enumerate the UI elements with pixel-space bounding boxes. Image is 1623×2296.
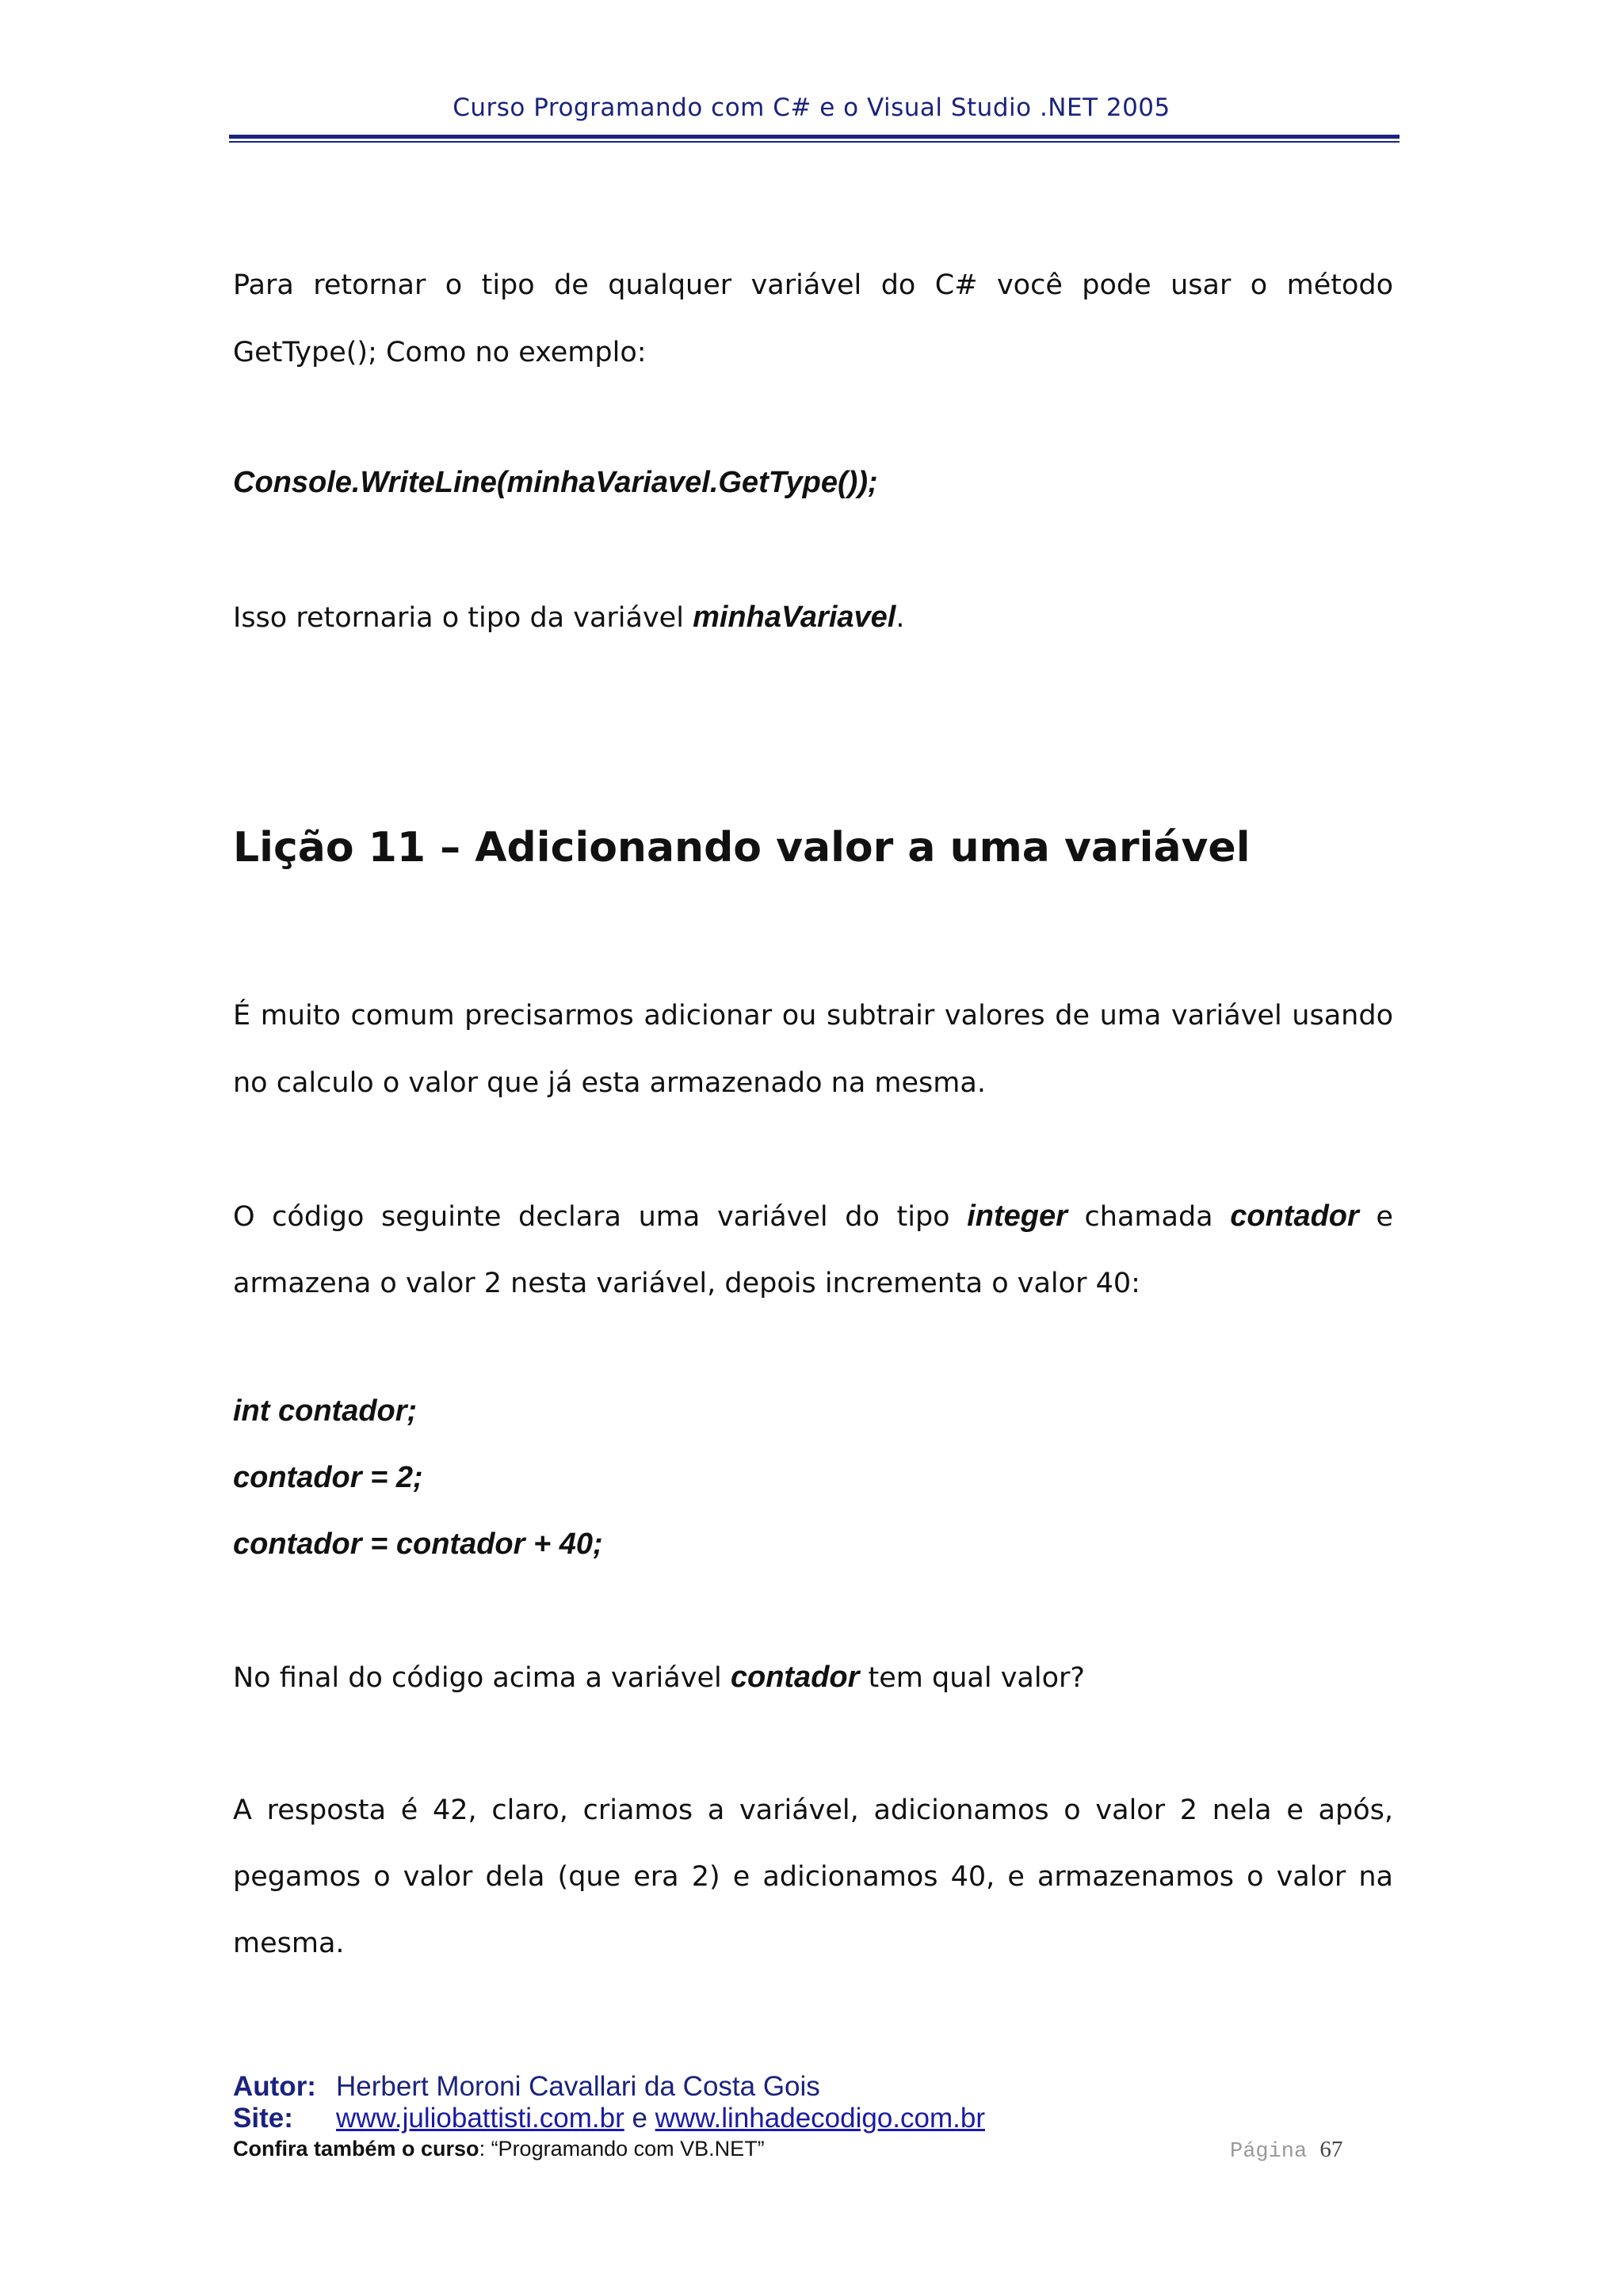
footer-site-link-juliobattisti[interactable]: www.juliobattisti.com.br bbox=[336, 2103, 624, 2134]
intro-result-variable: minhaVariavel bbox=[693, 601, 896, 634]
lesson-question-variable: contador bbox=[730, 1661, 860, 1694]
footer-author-label: Autor: bbox=[233, 2071, 316, 2102]
lesson-p2-type: integer bbox=[967, 1199, 1067, 1233]
intro-result-text: Isso retornaria o tipo da variável bbox=[233, 602, 693, 634]
footer-site-label: Site: bbox=[233, 2103, 293, 2134]
lesson-question bbox=[233, 1644, 1393, 1711]
code-line-2: contador = 2; bbox=[233, 1461, 423, 1494]
intro-paragraph-line2: GetType(); Como no exemplo: bbox=[233, 337, 647, 368]
lesson-answer-line3: mesma. bbox=[233, 1928, 345, 1959]
footer-also-value: : “Programando com VB.NET” bbox=[479, 2137, 765, 2161]
footer-also bbox=[233, 2137, 765, 2161]
footer-author bbox=[233, 2071, 820, 2103]
page-number-label: Página bbox=[1230, 2140, 1308, 2164]
lesson-p2-line1 bbox=[233, 1183, 1393, 1250]
lesson-heading: Lição 11 – Adicionando valor a uma variável bbox=[233, 824, 1251, 871]
lesson-p1-line2: no calculo o valor que já esta armazenado na mesma. bbox=[233, 1067, 986, 1099]
intro-result bbox=[233, 584, 1393, 651]
footer-site bbox=[233, 2103, 985, 2134]
code-line-3: contador = contador + 40; bbox=[233, 1527, 603, 1561]
lesson-p2-line2: armazena o valor 2 nesta variável, depois incrementa o valor 40: bbox=[233, 1268, 1140, 1299]
intro-paragraph-line1: Para retornar o tipo de qualquer variável do C# você pode usar o método bbox=[233, 269, 1393, 301]
lesson-answer-line1: A resposta é 42, claro, criamos a variável, adicionamos o valor 2 nela e após, bbox=[233, 1794, 1393, 1826]
lesson-p1-line1: É muito comum precisarmos adicionar ou subtrair valores de uma variável usando bbox=[233, 1000, 1393, 1032]
code-line-1: int contador; bbox=[233, 1394, 418, 1428]
lesson-p2-text-b: chamada bbox=[1067, 1201, 1231, 1233]
header-rule-thin bbox=[229, 141, 1400, 143]
page-number bbox=[1230, 2137, 1342, 2164]
lesson-answer-line2: pegamos o valor dela (que era 2) e adicionamos 40, e armazenamos o valor na bbox=[233, 1861, 1393, 1893]
lesson-p2-name: contador bbox=[1230, 1199, 1359, 1233]
header-rule-thick bbox=[229, 135, 1400, 139]
lesson-p2-text-c: e bbox=[1358, 1201, 1393, 1233]
lesson-question-text-a: No final do código acima a variável bbox=[233, 1662, 731, 1694]
footer-also-label: Confira também o curso bbox=[233, 2137, 479, 2161]
page-number-value: 67 bbox=[1319, 2137, 1343, 2162]
footer-author-value: Herbert Moroni Cavallari da Costa Gois bbox=[336, 2071, 820, 2102]
intro-result-end: . bbox=[896, 602, 905, 634]
footer-site-link-linhadecodigo[interactable]: www.linhadecodigo.com.br bbox=[655, 2103, 985, 2134]
code-gettype: Console.WriteLine(minhaVariavel.GetType()); bbox=[233, 466, 878, 499]
lesson-question-text-b: tem qual valor? bbox=[859, 1662, 1085, 1694]
lesson-p2-text-a: O código seguinte declara uma variável do tipo bbox=[233, 1201, 968, 1233]
footer-site-separator: e bbox=[624, 2103, 655, 2134]
page-header-title: Curso Programando com C# e o Visual Studio .NET 2005 bbox=[453, 93, 1170, 122]
